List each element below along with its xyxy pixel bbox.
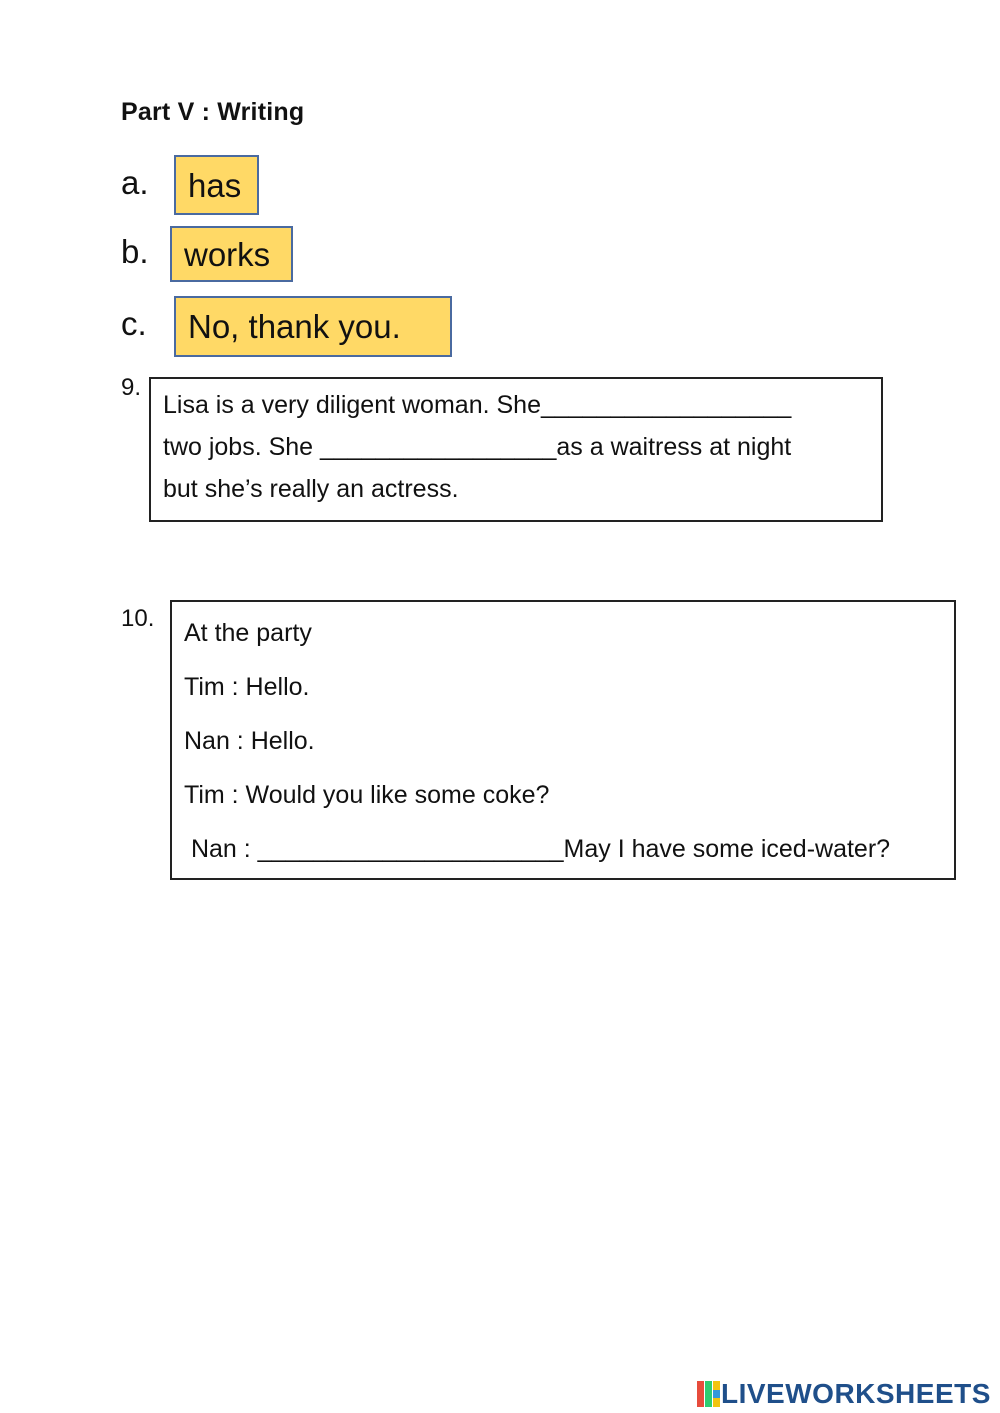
option-b-label: b. bbox=[121, 233, 149, 270]
answer-b-box[interactable]: works bbox=[170, 226, 293, 282]
answer-a-box[interactable]: has bbox=[174, 155, 259, 215]
option-a-label: a. bbox=[121, 164, 149, 201]
question-10-number: 10. bbox=[121, 605, 155, 632]
question-9-line-1: Lisa is a very diligent woman. She__________________ bbox=[163, 391, 792, 419]
question-10-line-5: Nan : ______________________May I have some iced-water? bbox=[184, 835, 891, 863]
question-10-line-4: Tim : Would you like some coke? bbox=[184, 781, 550, 809]
question-9-line-2: two jobs. She _________________as a waitress at night bbox=[163, 433, 792, 461]
liveworksheets-logo-text: LIVEWORKSHEETS bbox=[721, 1378, 991, 1409]
question-9-line-3: but she’s really an actress. bbox=[163, 475, 459, 503]
answer-c-box[interactable]: No, thank you. bbox=[174, 296, 452, 357]
section-title: Part V : Writing bbox=[121, 98, 305, 126]
liveworksheets-logo-icon bbox=[697, 1381, 721, 1407]
question-9-box bbox=[149, 377, 883, 522]
question-10-line-1: At the party bbox=[184, 619, 312, 647]
question-10-box bbox=[170, 600, 956, 880]
option-c-label: c. bbox=[121, 305, 147, 342]
question-9-number: 9. bbox=[121, 374, 142, 401]
question-10-line-3: Nan : Hello. bbox=[184, 727, 315, 755]
question-10-line-2: Tim : Hello. bbox=[184, 673, 310, 701]
liveworksheets-logo bbox=[697, 1378, 991, 1410]
